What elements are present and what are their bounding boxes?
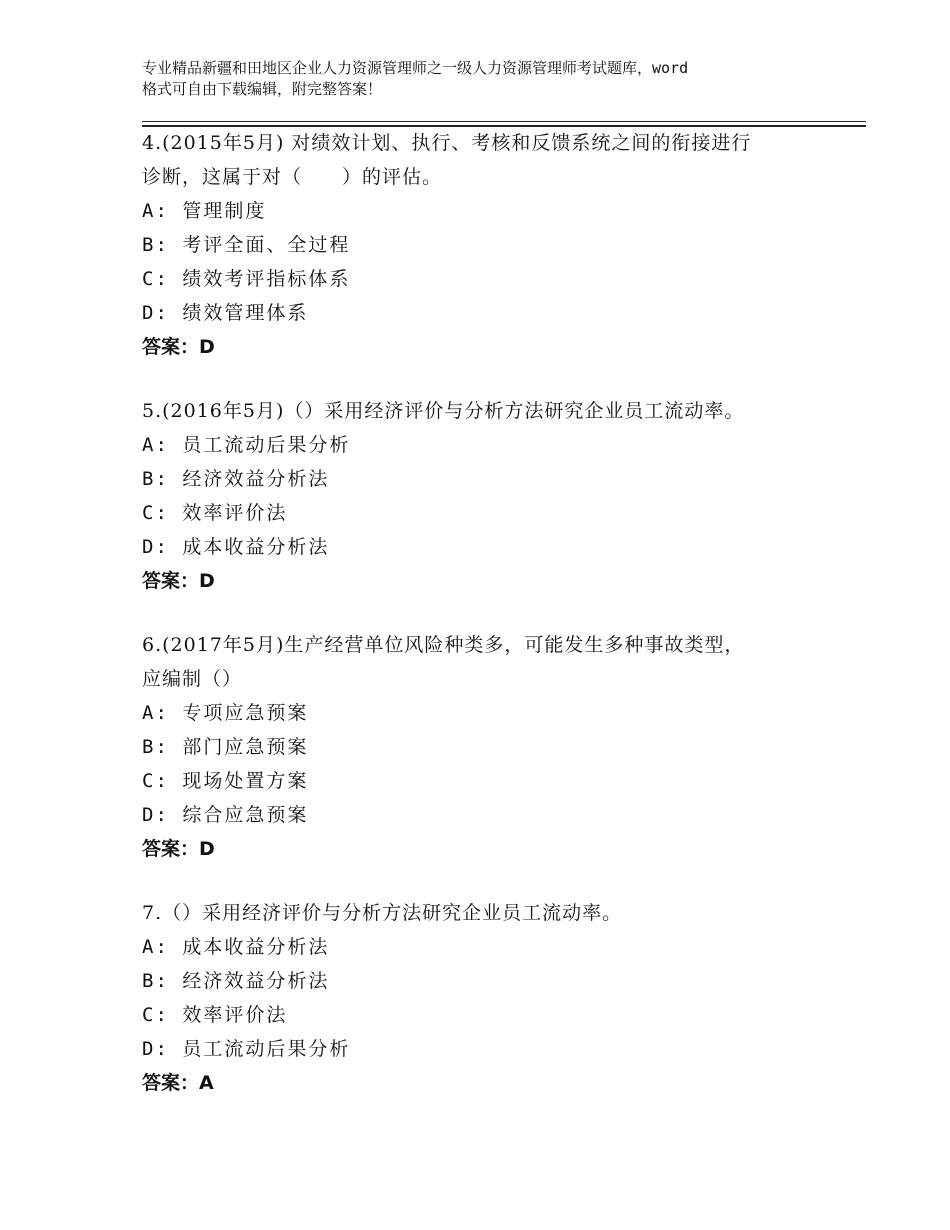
option-a: A: 员工流动后果分析 (142, 434, 351, 456)
question-stem: 6.(2017年5月)生产经营单位风险种类多，可能发生多种事故类型， (142, 634, 745, 656)
option-b: B: 经济效益分析法 (142, 468, 330, 490)
answer: 答案：A (142, 1072, 214, 1094)
option-d: D: 绩效管理体系 (142, 302, 309, 324)
option-a: A: 成本收益分析法 (142, 936, 330, 958)
header-line-1: 专业精品新疆和田地区企业人力资源管理师之一级人力资源管理师考试题库，word (142, 59, 689, 77)
question-6 (142, 628, 832, 866)
question-stem: 4.(2015年5月) 对绩效计划、执行、考核和反馈系统之间的衔接进行 (142, 132, 752, 154)
option-c: C: 效率评价法 (142, 502, 288, 524)
answer: 答案：D (142, 570, 215, 592)
answer: 答案：D (142, 336, 215, 358)
question-stem-continued: 应编制（） (142, 668, 243, 690)
option-b: B: 经济效益分析法 (142, 970, 330, 992)
answer: 答案：D (142, 838, 215, 860)
question-7 (142, 896, 832, 1100)
option-b: B: 考评全面、全过程 (142, 234, 351, 256)
option-d: D: 员工流动后果分析 (142, 1038, 351, 1060)
question-4 (142, 126, 832, 364)
option-b: B: 部门应急预案 (142, 736, 309, 758)
question-stem: 7.（）采用经济评价与分析方法研究企业员工流动率。 (142, 902, 623, 924)
question-5 (142, 394, 832, 598)
question-list (142, 126, 832, 1130)
option-a: A: 专项应急预案 (142, 702, 309, 724)
header-rule-thin (142, 121, 866, 122)
option-d: D: 综合应急预案 (142, 804, 309, 826)
option-a: A: 管理制度 (142, 200, 267, 222)
document-header (142, 58, 832, 100)
option-c: C: 绩效考评指标体系 (142, 268, 351, 290)
option-d: D: 成本收益分析法 (142, 536, 330, 558)
option-c: C: 效率评价法 (142, 1004, 288, 1026)
option-c: C: 现场处置方案 (142, 770, 309, 792)
question-stem: 5.(2016年5月)（）采用经济评价与分析方法研究企业员工流动率。 (142, 400, 745, 422)
header-line-2: 格式可自由下载编辑，附完整答案！ (142, 80, 383, 98)
question-stem-continued: 诊断，这属于对（ ）的评估。 (142, 166, 443, 188)
